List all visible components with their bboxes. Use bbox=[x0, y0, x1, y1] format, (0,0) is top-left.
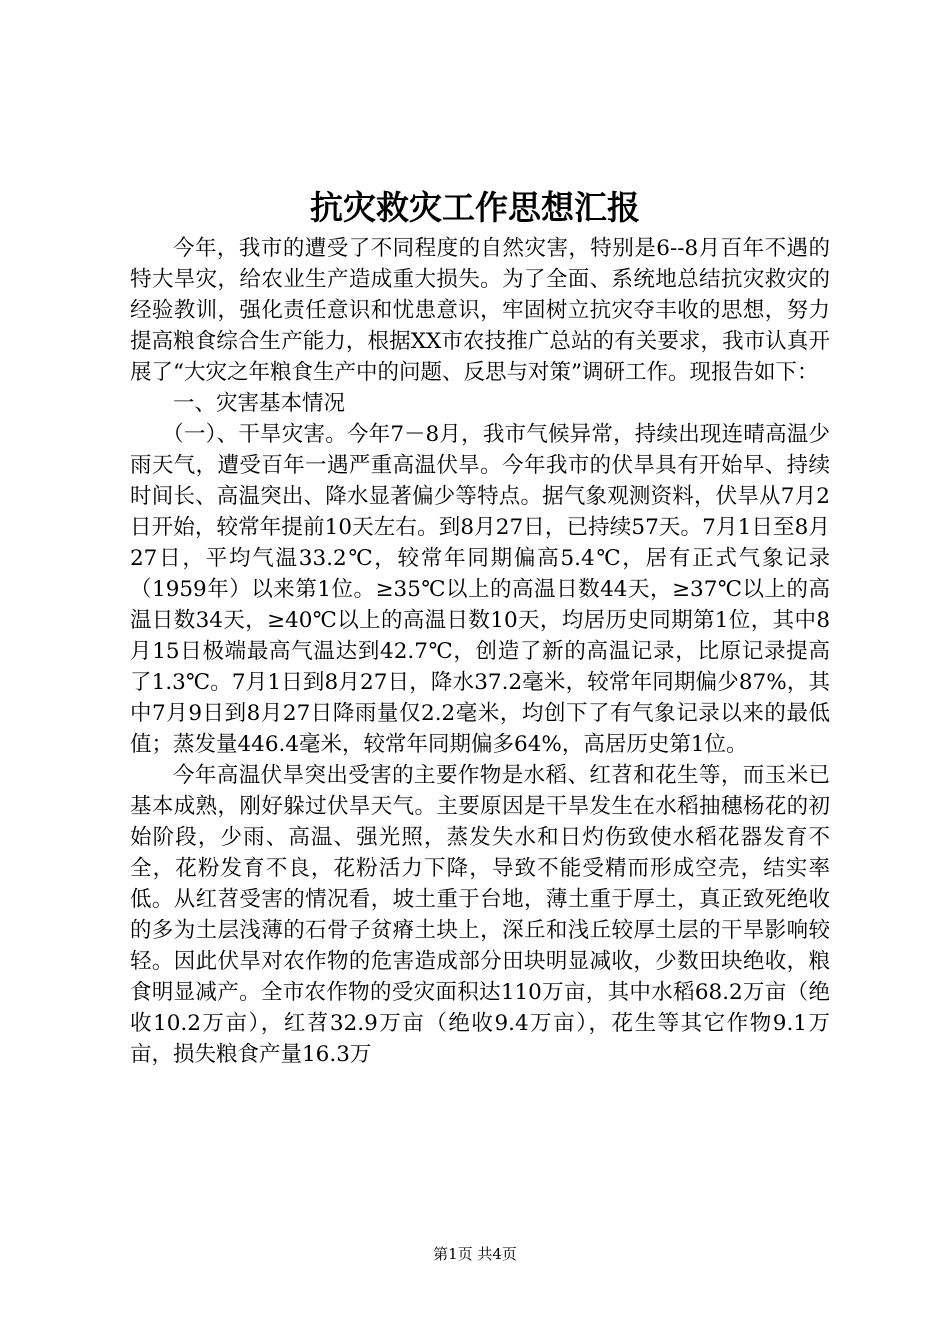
paragraph-intro: 今年，我市的遭受了不同程度的自然灾害，特别是6--8月百年不遇的特大旱灾，给农业生产造成重大损失。为了全面、系统地总结抗灾救灾的经验教训，强化责任意识和忧患意识，牢固树立抗灾夺丰收的思想，努力提高粮食综合生产能力，根据XX市农技推广总站的有关要求，我市认真开展了“大灾之年粮食生产中的问题、反思与对策”调研工作。现报告如下： bbox=[130, 236, 830, 385]
section-heading: 一、灾害基本情况 bbox=[173, 391, 346, 416]
page-number: 第1页 共4页 bbox=[433, 1245, 517, 1263]
document-body bbox=[130, 233, 830, 1070]
paragraph-crop-damage: 今年高温伏旱突出受害的主要作物是水稻、红苕和花生等，而玉米已基本成熟，刚好躲过伏旱天气。主要原因是干旱发生在水稻抽穗杨花的初始阶段，少雨、高温、强光照，蒸发失水和日灼伤致使水稻花器发育不全，花粉发育不良，花粉活力下降，导致不能受精而形成空壳，结实率低。从红苕受害的情况看，坡土重于台地，薄土重于厚土，真正致死绝收的多为土层浅薄的石骨子贫瘠土块上，深丘和浅丘较厚土层的干旱影响较轻。因此伏旱对农作物的危害造成部分田块明显减收，少数田块绝收，粮食明显减产。全市农作物的受灾面积达110万亩，其中水稻68.2万亩（绝收10.2万亩），红苕32.9万亩（绝收9.4万亩），花生等其它作物9.1万亩，损失粮食产量16.3万 bbox=[130, 763, 830, 1067]
paragraph-drought: （一）、干旱灾害。今年7－8月，我市气候异常，持续出现连晴高温少雨天气，遭受百年一遇严重高温伏旱。今年我市的伏旱具有开始早、持续时间长、高温突出、降水显著偏少等特点。据气象观测资料，伏旱从7月2日开始，较常年提前10天左右。到8月27日，已持续57天。7月1日至8月27日，平均气温33.2℃，较常年同期偏高5.4℃，居有正式气象记录（1959年）以来第1位。≥35℃以上的高温日数44天，≥37℃以上的高温日数34天，≥40℃以上的高温日数10天，均居历史同期第1位，其中8月15日极端最高气温达到42.7℃，创造了新的高温记录，比原记录提高了1.3℃。7月1日到8月27日，降水37.2毫米，较常年同期偏少87%，其中7月9日到8月27日降雨量仅2.2毫米，均创下了有气象记录以来的最低值；蒸发量446.4毫米，较常年同期偏多64%，高居历史第1位。 bbox=[130, 422, 830, 757]
document-title: 抗灾救灾工作思想汇报 bbox=[310, 188, 640, 227]
